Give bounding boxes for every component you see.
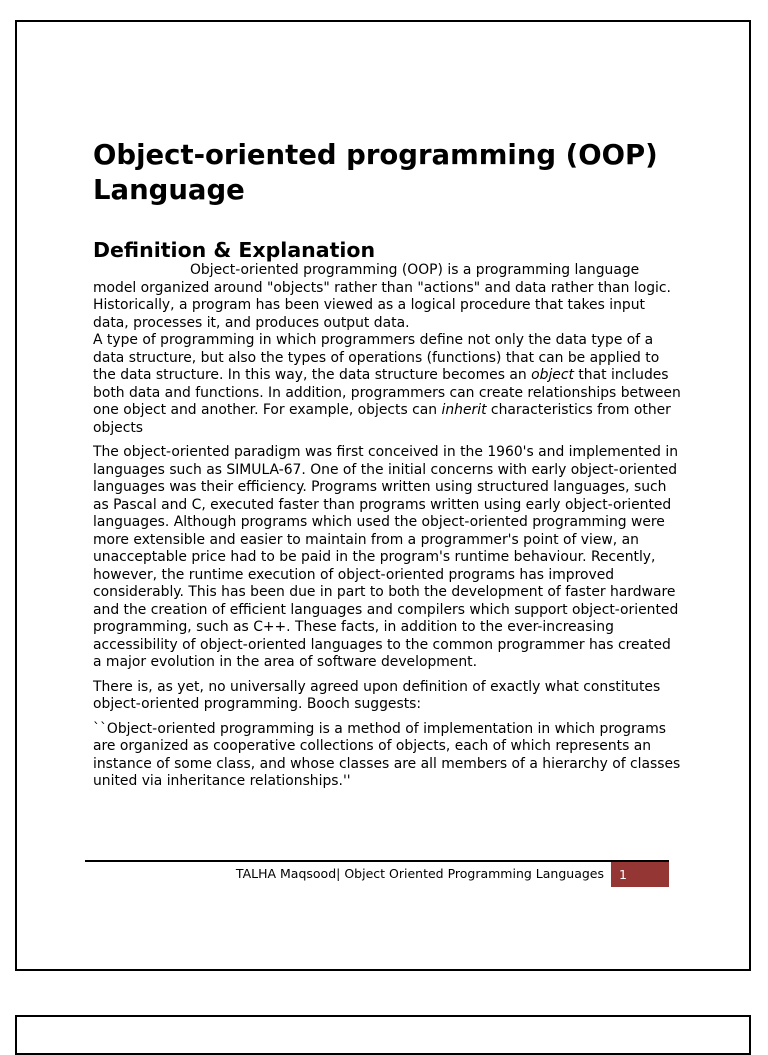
paragraph-text: A type of programming in which programmers define not only the data type of a data structure, but also the types of operations (functions) that can be applied to the data structure. In this way, the data structure becomes an (93, 332, 660, 383)
paragraph-definition-note: There is, as yet, no universally agreed upon definition of exactly what constitutes object-oriented programming. Booch suggests: (93, 678, 661, 712)
paragraph-definition (93, 332, 683, 437)
page-footer (85, 860, 669, 888)
paragraph-text: that includes both data and functions. In addition, programmers can create relationships between one object and another. For example, objects can (93, 367, 681, 418)
page-content (93, 138, 683, 791)
paragraph-history: The object-oriented paradigm was first conceived in the 1960's and implemented in languages such as SIMULA-67. One of the initial concerns with early object-oriented languages was their efficiency. Programs written using structured languages, such as Pascal and C, executed faster than programs written using early object-oriented languages. Although programs which used the object-oriented programming were more extensible and easier to maintain from a programmer's point of view, an unacceptable price had to be paid in the program's runtime behaviour. Recently, however, the runtime execution of object-oriented programs has improved considerably. This has been due in part to both the development of faster hardware and the creation of efficient languages and compilers which support object-oriented programming, such as C++. These facts, in addition to the ever-increasing accessibility of object-oriented languages to the common programmer has created a major evolution in the area of software development. (93, 444, 679, 670)
footer-text: TALHA Maqsood| Object Oriented Programming Languages (235, 866, 604, 881)
paragraph-text: characteristics from other objects (93, 402, 671, 436)
page-number-badge: 1 (611, 862, 669, 887)
paragraph-booch-quote: ``Object-oriented programming is a method of implementation in which programs are organized as cooperative collections of objects, each of which represents an instance of some class, and whose classes are all members of a hierarchy of classes united via inheritance relationships.'' (93, 720, 681, 789)
emphasis-inherit: inherit (441, 402, 487, 418)
section-heading: Definition & Explanation (93, 238, 376, 262)
document-page (15, 20, 751, 971)
document-title: Object-oriented programming (OOP) Language (93, 139, 658, 206)
next-page-edge (15, 1015, 751, 1055)
paragraph-intro: Object-oriented programming (OOP) is a programming language model organized around "objects" rather than "actions" and data rather than logic. Historically, a program has been viewed as a logical procedure that takes input data, processes it, and produces output data. (93, 262, 671, 331)
emphasis-object: object (531, 367, 574, 383)
